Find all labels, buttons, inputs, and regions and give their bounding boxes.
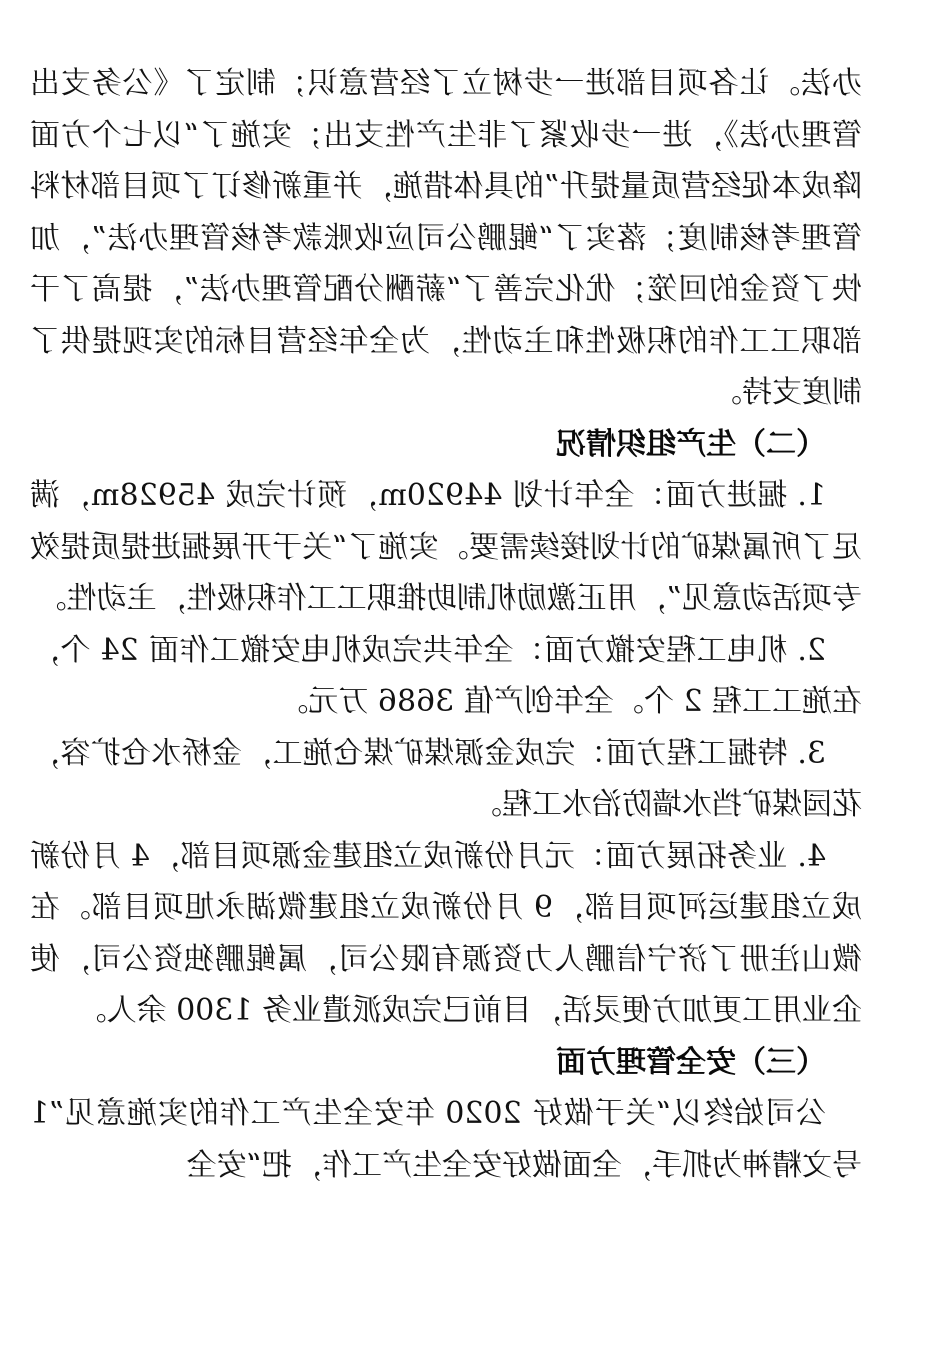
paragraph-electromechanical: 2. 机电工程安撤方面：全年共完成机电安撤工作面 24 个，在施工工程 2 个。全年创产值 3686 万元。 [30,632,862,719]
paragraph-special-excavation: 3. 特掘工程方面：完成金源煤矿煤仓施工，金桥水仓扩容，花园煤矿挡水墙防治水工程。 [30,735,862,822]
paragraph-business-expansion: 4. 业务拓展方面：元月份新成立组建金源项目部，4 月份新成立组建运河项目部，9 月份新成立组建微湖永旭项目部。在微山注册了济宁信鹏人力资源有限公司，属鲲鹏独资公司，使企业用工更加方便灵活，目前已完成派遣业务 1300 余人。 [30,838,862,1028]
section-heading-production-organization: （二）生产组织情况 [556,426,826,462]
paragraph-management-measures: 办法。让各项目部进一步树立了经营意识；制定了《公务支出管理办法》，进一步收紧了非生产性支出；实施了“以七个方面降成本促经营质量提升”的具体措施，并重新修订了项目部材料管理考核制度；落实了“鲲鹏公司应收账款考核管理办法”，加快了资金的回笼；优化完善了“薪酬分配管理办法”，提高了干部职工工作的积极性和主动性，为全年经营目标的实现提供了制度支持。 [30,66,862,410]
paragraph-safety-intro: 公司始终以“关于做好 2020 年安全生产工作的实施意见”1 号文精神为抓手，全面做好安全生产工作，把“安全 [30,1096,862,1183]
section-heading-safety-management: （三）安全管理方面 [556,1044,826,1080]
paragraph-tunneling: 1. 掘进方面：全年计划 44920m，预计完成 45928m，满足了所属煤矿的计划接续需要。实施了“关于开展掘进提质提效专项活动意见”，用正激励机制助推职工工作积极性，主动性。 [30,478,862,616]
